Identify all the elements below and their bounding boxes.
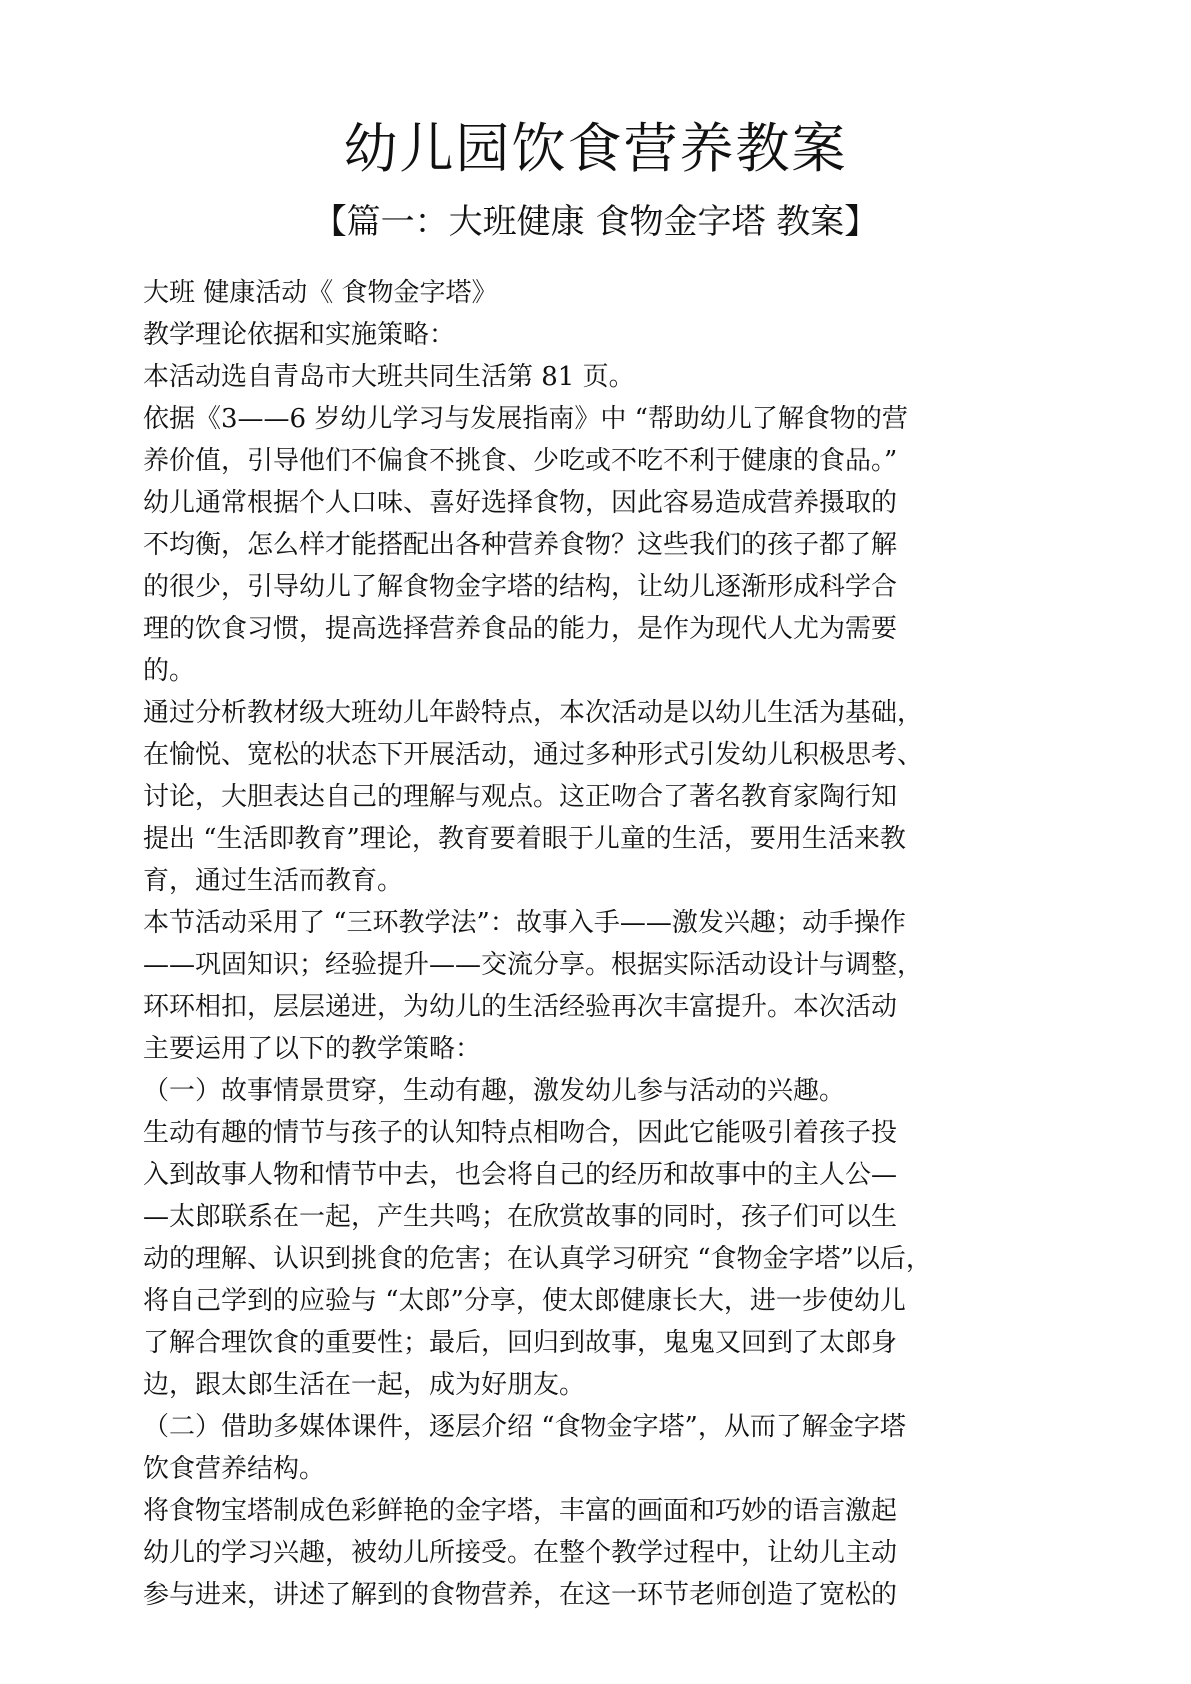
body-line: 幼儿的学习兴趣，被幼儿所接受。在整个教学过程中，让幼儿主动	[143, 1538, 898, 1568]
body-line: 养价值，引导他们不偏食不挑食、少吃或不吃不利于健康的食品。”	[143, 446, 898, 476]
body-line: （一）故事情景贯穿，生动有趣，激发幼儿参与活动的兴趣。	[143, 1076, 846, 1106]
body-line: 在愉悦、宽松的状态下开展活动，通过多种形式引发幼儿积极思考、	[143, 740, 924, 770]
body-line: （二）借助多媒体课件，逐层介绍 “食物金字塔”，从而了解金字塔	[143, 1412, 906, 1442]
body-line: 讨论，大胆表达自己的理解与观点。这正吻合了著名教育家陶行知	[143, 782, 898, 812]
body-line: —太郎联系在一起，产生共鸣；在欣赏故事的同时，孩子们可以生	[143, 1202, 898, 1232]
body-line: 理的饮食习惯，提高选择营养食品的能力，是作为现代人尤为需要	[143, 614, 898, 644]
body-line: 动的理解、认识到挑食的危害；在认真学习研究 “食物金字塔”以后，	[143, 1244, 932, 1274]
body-line: 不均衡，怎么样才能搭配出各种营养食物？这些我们的孩子都了解	[143, 530, 898, 560]
document-body	[143, 272, 1093, 1616]
body-line: 教学理论依据和实施策略：	[143, 320, 456, 350]
body-line: 边，跟太郎生活在一起，成为好朋友。	[143, 1370, 586, 1400]
body-line: 参与进来，讲述了解到的食物营养，在这一环节老师创造了宽松的	[143, 1580, 898, 1610]
body-line: 本节活动采用了 “三环教学法”：故事入手——激发兴趣；动手操作	[143, 908, 906, 938]
body-line: 的。	[143, 656, 196, 686]
body-line: 大班 健康活动《 食物金字塔》	[143, 278, 498, 308]
document-title: 幼儿园饮食营养教案	[343, 117, 848, 180]
body-line: 提出 “生活即教育”理论，教育要着眼于儿童的生活，要用生活来教	[143, 824, 906, 854]
body-line: 育，通过生活而教育。	[143, 866, 404, 896]
body-line: 的很少，引导幼儿了解食物金字塔的结构，让幼儿逐渐形成科学合	[143, 572, 898, 602]
body-line: 将自己学到的应验与 “太郎”分享，使太郎健康长大，进一步使幼儿	[143, 1286, 906, 1316]
body-line: 通过分析教材级大班幼儿年龄特点，本次活动是以幼儿生活为基础，	[143, 698, 924, 728]
body-line: 本活动选自青岛市大班共同生活第 81 页。	[143, 362, 635, 392]
body-line: 将食物宝塔制成色彩鲜艳的金字塔，丰富的画面和巧妙的语言激起	[143, 1496, 898, 1526]
body-line: ——巩固知识；经验提升——交流分享。根据实际活动设计与调整，	[143, 950, 924, 980]
body-line: 主要运用了以下的教学策略：	[143, 1034, 482, 1064]
body-line: 依据《3——6 岁幼儿学习与发展指南》中 “帮助幼儿了解食物的营	[143, 404, 908, 434]
body-line: 环环相扣，层层递进，为幼儿的生活经验再次丰富提升。本次活动	[143, 992, 898, 1022]
document-subtitle: 【篇一：大班健康 食物金字塔 教案】	[312, 202, 879, 242]
body-line: 生动有趣的情节与孩子的认知特点相吻合，因此它能吸引着孩子投	[143, 1118, 898, 1148]
body-line: 了解合理饮食的重要性；最后，回归到故事，鬼鬼又回到了太郎身	[143, 1328, 898, 1358]
body-line: 饮食营养结构。	[143, 1454, 326, 1484]
body-line: 入到故事人物和情节中去，也会将自己的经历和故事中的主人公—	[143, 1160, 898, 1190]
body-line: 幼儿通常根据个人口味、喜好选择食物，因此容易造成营养摄取的	[143, 488, 898, 518]
